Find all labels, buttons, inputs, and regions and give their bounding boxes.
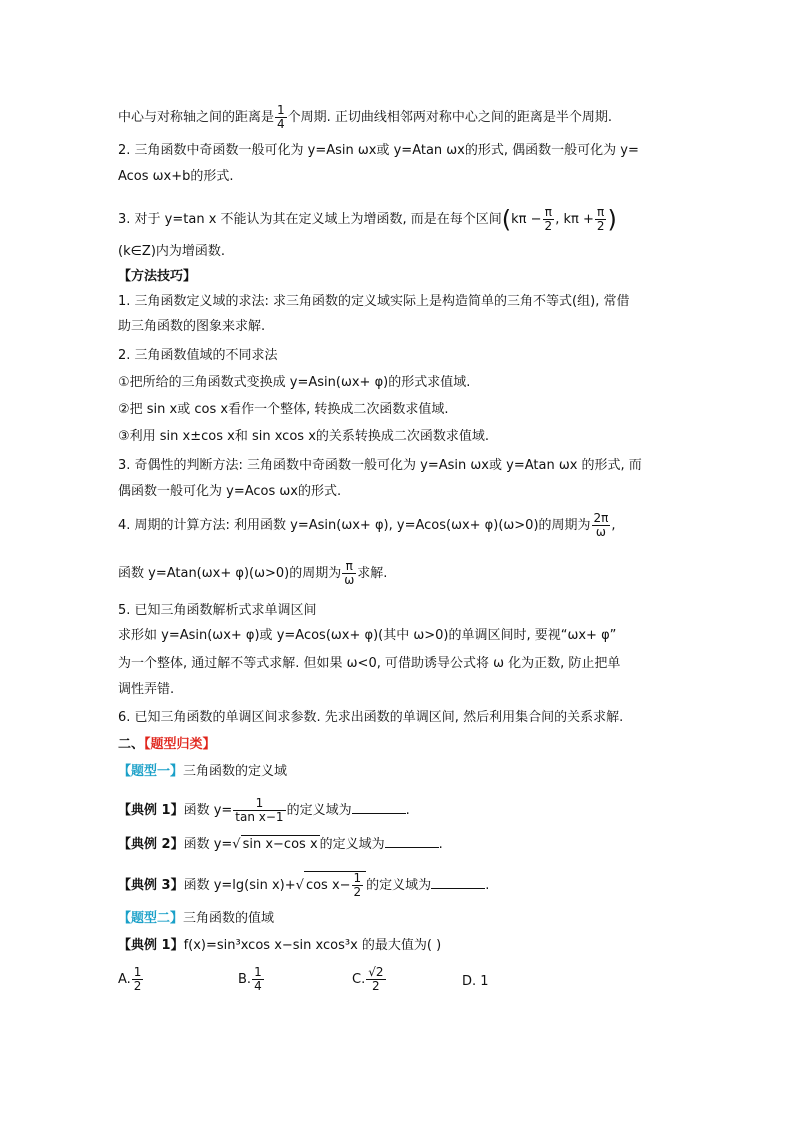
type-heading-1: 【题型一】三角函数的定义域 [118,764,288,779]
section-heading-types: 二、【题型归类】 [118,737,216,752]
example-3-domain: 【典例 3】函数 y=lg(sin x)+√ cos x− $\frac{1}{2}$ 的定义域为 . [118,871,490,899]
text-line-14: 偶函数一般可化为 y=Acos ωx的形式. [118,484,342,499]
answer-blank[interactable] [431,876,485,889]
text: 中心与对称轴之间的距离是 [118,110,275,125]
example-2-domain: 【典例 2】函数 y=√ sin x−cos x 的定义域为 . [118,837,443,852]
section-heading-methods: 【方法技巧】 [118,269,197,284]
option-d[interactable]: D. 1 [462,974,489,989]
fraction-pi-over-2: $\frac{\pi}{2}$ [596,205,605,233]
fraction-pi-over-omega: $\frac{\pi}{\omega}$ [344,559,355,587]
text-line-21: 6. 已知三角函数的单调区间求参数. 先求出函数的单调区间, 然后利用集合间的关系求解. [118,710,624,725]
text: 个周期. 正切曲线相邻两对称中心之间的距离是半个周期. [287,110,613,125]
text-line-12: ③利用 sin x±cos x和 sin xcos x的关系转换成二次函数求值域. [118,429,490,444]
example-1-domain: 【典例 1】函数 y= $\frac{1}{\text{tan x−1}}$ 的定义域为 . [118,796,410,824]
text-line-8: 助三角函数的图象来求解. [118,319,266,334]
radical: sin x−cos x [242,837,318,852]
text-line-18: 求形如 y=Asin(ωx+ φ)或 y=Acos(ωx+ φ)(其中 ω>0)的单调区间时, 要视“ωx+ φ” [118,628,617,643]
text-line-7: 1. 三角函数定义域的求法: 求三角函数的定义域实际上是构造简单的三角不等式(组), 常借 [118,294,630,309]
text-line-15: 4. 周期的计算方法: 利用函数 y=Asin(ωx+ φ), y=Acos(ωx+ φ)(ω>0)的周期为 $\frac{2\pi}{\omega}$ , [118,511,616,539]
text-line-13: 3. 奇偶性的判断方法: 三角函数中奇函数一般可化为 y=Asin ωx或 y=Atan ωx 的形式, 而 [118,458,642,473]
text-line-3: Acos ωx+b的形式. [118,169,234,184]
option-a[interactable]: A. $\frac{1}{2}$ [118,965,142,993]
text-line-1 [118,104,612,131]
option-c[interactable]: C. $\frac{√2}{2}$ [352,965,384,993]
type-heading-2: 【题型二】三角函数的值域 [118,911,275,926]
text-line-19: 为一个整体, 通过解不等式求解. 但如果 ω<0, 可借助诱导公式将 ω 化为正数, 防止把单 [118,656,621,671]
radical: cos x− $\frac{1}{2}$ [304,871,366,899]
text-line-9: 2. 三角函数值域的不同求法 [118,348,278,363]
text-line-4: 3. 对于 y=tan x 不能认为其在定义域上为增函数, 而是在每个区间(kπ − $\frac{\pi}{2}$ , kπ + $\frac{\pi}{2}$ ) [118,205,617,234]
answer-blank[interactable] [352,801,406,814]
option-b[interactable]: B. $\frac{1}{4}$ [238,965,262,993]
text-line-17: 5. 已知三角函数解析式求单调区间 [118,603,317,618]
answer-blank[interactable] [385,835,439,848]
fraction-pi-over-2: $\frac{\pi}{2}$ [544,205,553,233]
text-line-5: (k∈Z)内为增函数. [118,244,226,259]
fraction-half: $\frac{1}{2}$ [353,871,362,899]
text-line-2: 2. 三角函数中奇函数一般可化为 y=Asin ωx或 y=Atan ωx的形式, 偶函数一般可化为 y= [118,143,639,158]
fraction-one-over-tan: $\frac{1}{\text{tan x−1}}$ [235,796,284,824]
text-line-10: ①把所给的三角函数式变换成 y=Asin(ωx+ φ)的形式求值域. [118,375,471,390]
example-1-range: 【典例 1】f(x)=sin³xcos x−sin xcos³x 的最大值为( ) [118,938,442,953]
text-line-16: 函数 y=Atan(ωx+ φ)(ω>0)的周期为 $\frac{\pi}{\omega}$ 求解. [118,559,388,587]
text-line-20: 调性弄错. [118,682,175,697]
text-line-11: ②把 sin x或 cos x看作一个整体, 转换成二次函数求值域. [118,402,449,417]
fraction-2pi-over-omega: $\frac{2\pi}{\omega}$ [593,511,609,539]
fraction-quarter: $\frac{1}{4}$ [277,103,285,131]
